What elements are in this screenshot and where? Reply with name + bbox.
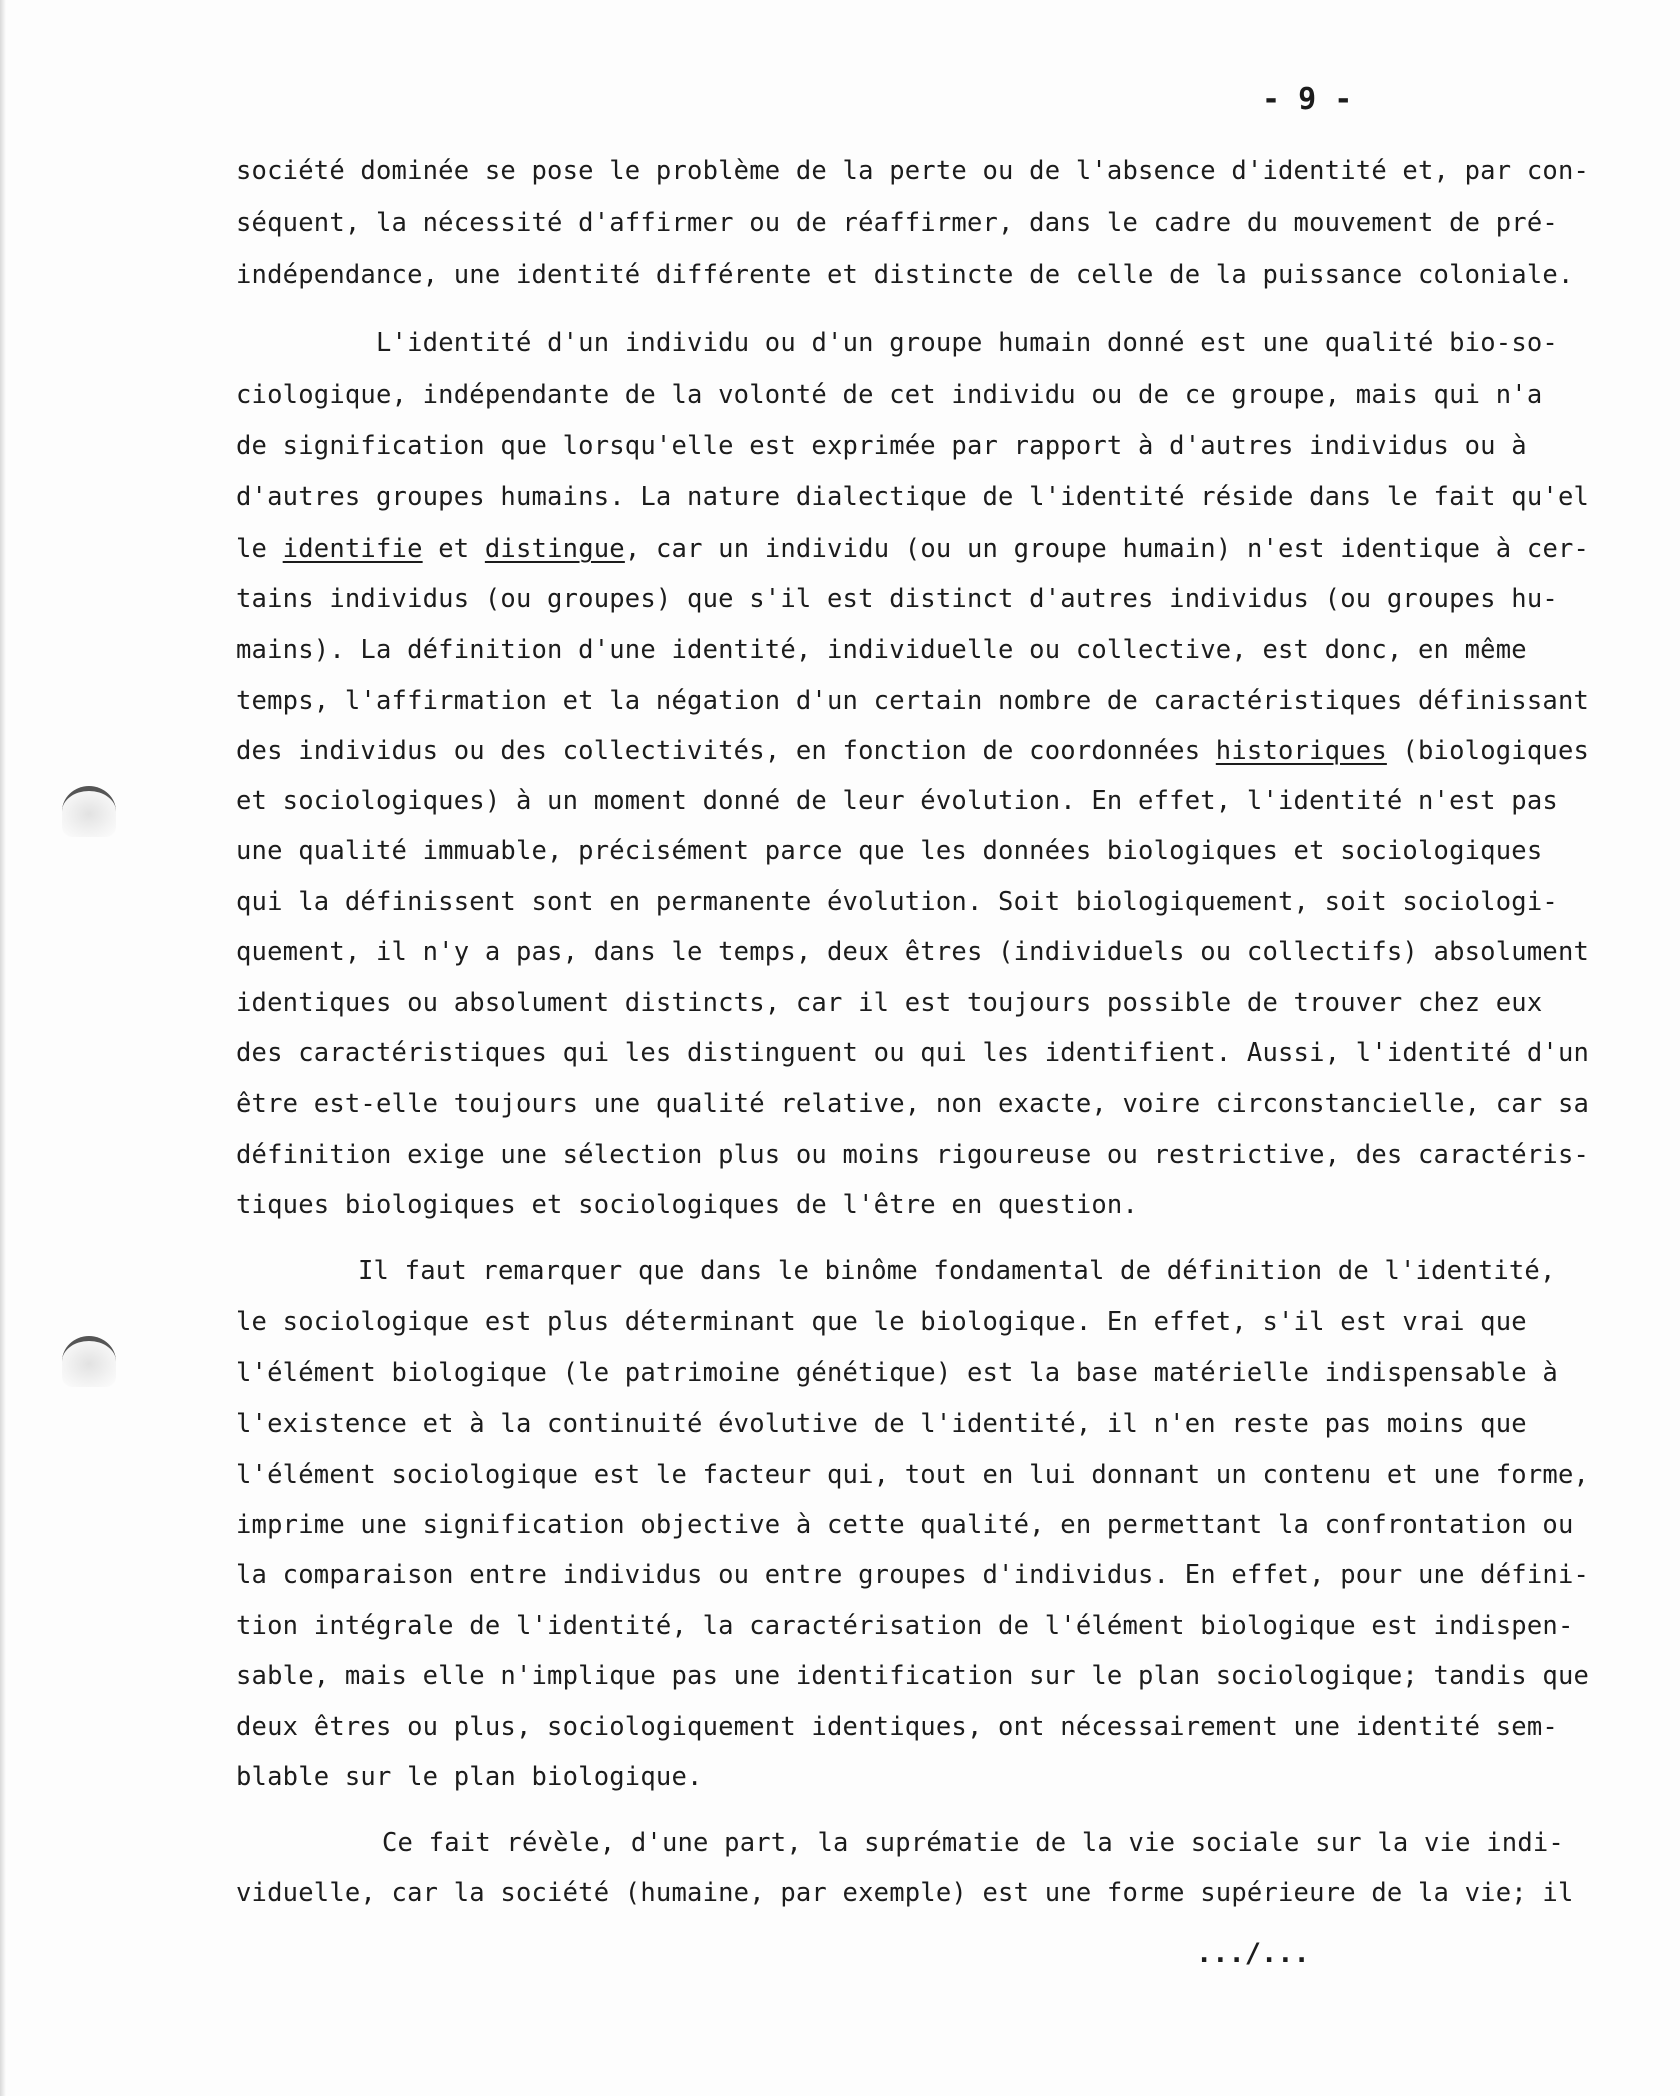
text-line: sable, mais elle n'implique pas une identification sur le plan sociologique; tandis que bbox=[236, 1661, 1590, 1691]
text-line: blable sur le plan biologique. bbox=[236, 1762, 703, 1792]
text-segment: et bbox=[422, 534, 485, 564]
text-segment: le bbox=[236, 534, 283, 564]
underlined-word: identifie bbox=[282, 534, 423, 564]
text-line: qui la définissent sont en permanente évolution. Soit biologiquement, soit sociologi- bbox=[236, 887, 1558, 917]
text-line: viduelle, car la société (humaine, par exemple) est une forme supérieure de la vie; il bbox=[236, 1878, 1574, 1908]
text-line: imprime une signification objective à cette qualité, en permettant la confrontation ou bbox=[236, 1510, 1574, 1540]
text-line: être est-elle toujours une qualité relative, non exacte, voire circonstancielle, car sa bbox=[236, 1089, 1590, 1119]
scan-edge bbox=[0, 0, 6, 2096]
text-line: la comparaison entre individus ou entre groupes d'individus. En effet, pour une défini- bbox=[236, 1560, 1590, 1590]
text-line: l'élément biologique (le patrimoine génétique) est la base matérielle indispensable à bbox=[236, 1358, 1558, 1388]
underlined-word: historiques bbox=[1215, 736, 1387, 766]
text-line-with-underline bbox=[236, 534, 1589, 564]
text-line: indépendance, une identité différente et distincte de celle de la puissance coloniale. bbox=[236, 260, 1574, 290]
text-line: identiques ou absolument distincts, car il est toujours possible de trouver chez eux bbox=[236, 988, 1543, 1018]
text-line: tion intégrale de l'identité, la caractérisation de l'élément biologique est indispen- bbox=[236, 1611, 1574, 1641]
text-segment: des individus ou des collectivités, en fonction de coordonnées bbox=[236, 736, 1216, 766]
text-line: d'autres groupes humains. La nature dialectique de l'identité réside dans le fait qu'el bbox=[236, 482, 1590, 512]
text-line: de signification que lorsqu'elle est exprimée par rapport à d'autres individus ou à bbox=[236, 431, 1527, 461]
text-line: des caractéristiques qui les distinguent ou qui les identifient. Aussi, l'identité d'un bbox=[236, 1038, 1590, 1068]
text-segment: , car un individu (ou un groupe humain) n'est identique à cer- bbox=[624, 534, 1590, 564]
text-line: temps, l'affirmation et la négation d'un certain nombre de caractéristiques définissant bbox=[236, 686, 1590, 716]
punch-hole bbox=[62, 1336, 116, 1387]
text-line: Ce fait révèle, d'une part, la suprématie de la vie sociale sur la vie indi- bbox=[382, 1828, 1564, 1858]
text-line: société dominée se pose le problème de la perte ou de l'absence d'identité et, par con- bbox=[236, 156, 1590, 186]
text-line: et sociologiques) à un moment donné de leur évolution. En effet, l'identité n'est pas bbox=[236, 786, 1558, 816]
text-line: une qualité immuable, précisément parce que les données biologiques et sociologiques bbox=[236, 836, 1543, 866]
text-line: séquent, la nécessité d'affirmer ou de réaffirmer, dans le cadre du mouvement de pré- bbox=[236, 208, 1558, 238]
text-line: l'élément sociologique est le facteur qui, tout en lui donnant un contenu et une forme, bbox=[236, 1460, 1590, 1490]
page-number: - 9 - bbox=[1262, 82, 1353, 117]
continuation-mark: .../... bbox=[1196, 1938, 1310, 1969]
text-line-with-underline bbox=[236, 736, 1589, 766]
text-line: mains). La définition d'une identité, individuelle ou collective, est donc, en même bbox=[236, 635, 1527, 665]
text-line: tains individus (ou groupes) que s'il est distinct d'autres individus (ou groupes hu- bbox=[236, 584, 1558, 614]
text-line: définition exige une sélection plus ou moins rigoureuse ou restrictive, des caractéris- bbox=[236, 1140, 1590, 1170]
text-line: l'existence et à la continuité évolutive de l'identité, il n'en reste pas moins que bbox=[236, 1409, 1527, 1439]
text-line: L'identité d'un individu ou d'un groupe humain donné est une qualité bio-so- bbox=[376, 328, 1558, 358]
text-line: quement, il n'y a pas, dans le temps, deux êtres (individuels ou collectifs) absolument bbox=[236, 937, 1590, 967]
text-line: Il faut remarquer que dans le binôme fondamental de définition de l'identité, bbox=[358, 1256, 1556, 1286]
text-line: ciologique, indépendante de la volonté de cet individu ou de ce groupe, mais qui n'a bbox=[236, 380, 1543, 410]
punch-hole bbox=[62, 786, 116, 837]
text-line: tiques biologiques et sociologiques de l'être en question. bbox=[236, 1190, 1139, 1220]
text-line: le sociologique est plus déterminant que le biologique. En effet, s'il est vrai que bbox=[236, 1307, 1527, 1337]
text-line: deux êtres ou plus, sociologiquement identiques, ont nécessairement une identité sem- bbox=[236, 1712, 1558, 1742]
underlined-word: distingue bbox=[484, 534, 625, 564]
text-segment: (biologiques bbox=[1386, 736, 1590, 766]
